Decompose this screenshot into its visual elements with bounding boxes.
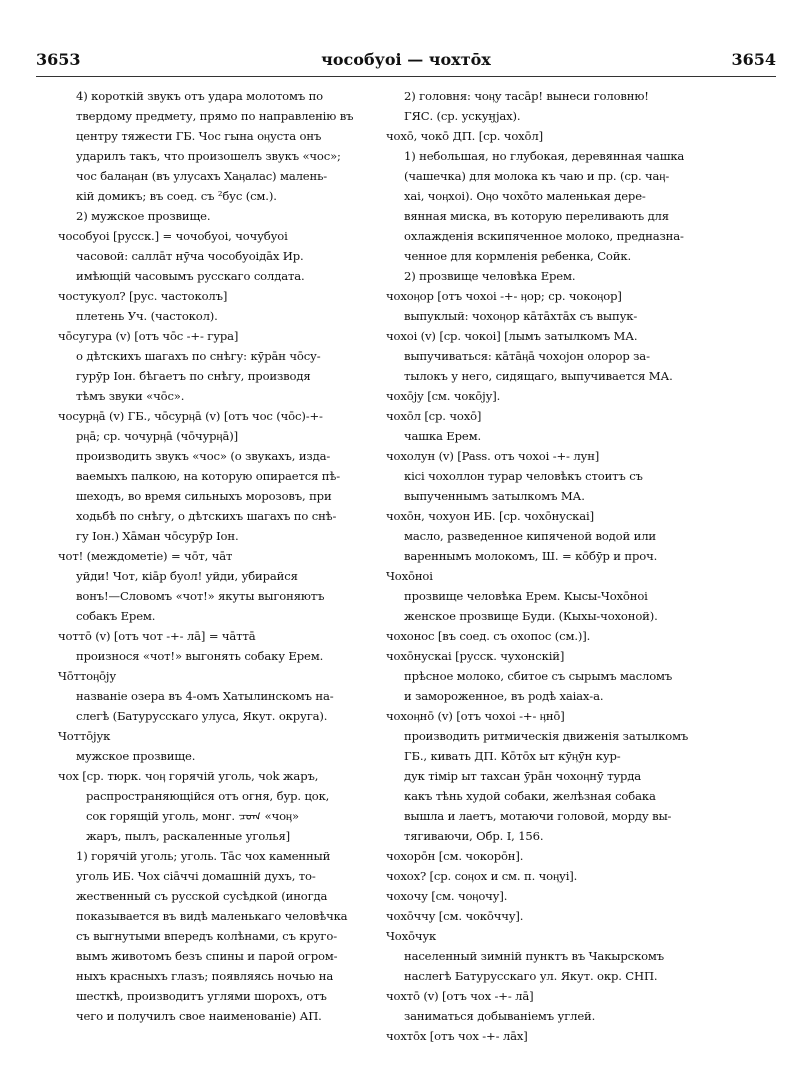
entry-text-line: шеходъ, во время сильныхъ морозовъ, при [76,489,332,503]
entry-text-line: 1) горячій уголь; уголь. Тāс чох каменный [76,849,331,863]
entry-text-line: наслегѣ Батурусскаго ул. Якут. окр. СНП. [404,969,658,983]
entry-text-line: вянная миска, въ которую переливають для [404,209,669,223]
page-number-left: 3653 [36,50,81,69]
entry-text-line: 1) небольшая, но глубокая, деревянная чашка [404,149,685,163]
entry-headword-line: чохōн, чохуон ИБ. [ср. чохōнускаі] [386,509,594,523]
entry-text-line: кісі чохоллон турар человѣкъ стоитъ съ [404,469,643,483]
entry-headword-line: чох [ср. тюрк. чоӊ горячій уголь, чоk жаръ, [58,769,319,783]
entry-headword-line: чохōл [ср. чохō] [386,409,482,423]
entry-headword-line: Чохōноі [386,569,433,583]
entry-text-line: шесткѣ, производитъ углями шорохъ, отъ [76,989,327,1003]
entry-text-line: выпуклый: чохоӊор кāтāхтāх съ выпук- [404,309,638,323]
entry-text-line: сок горящій уголь, монг. ᠴᠣᠭ «чоӊ» [86,809,299,823]
entry-headword-line: чохолун (v) [Pass. отъ чохоі -+- лун] [386,449,600,463]
entry-text-line: ваемыхъ палкою, на которую опирается пѣ- [76,469,340,483]
entry-text-line: ходьбѣ по снѣгу, о дѣтскихъ шагахъ по снѣ- [76,509,337,523]
entry-text-line: жаръ, пылъ, раскаленные уголья] [86,829,290,843]
entry-text-line: производить ритмическія движенія затылкомъ [404,729,689,743]
entry-text-line: 2) мужское прозвище. [76,209,211,223]
entry-text-line: (чашечка) для молока къ чаю и пр. (ср. чаӊ- [404,169,670,183]
entry-text-line: названіе озера въ 4-омъ Хатылинскомъ на- [76,689,334,703]
entry-text-line: рӊā; ср. чочурӊā (чōчурӊā)] [76,429,238,443]
left-column [58,86,361,1026]
entry-headword-line: чосурӊā (v) ГБ., чōсурӊā (v) [отъ чос (чōс)-+- [58,409,323,423]
entry-text-line: масло, разведенное кипяченой водой или [404,529,656,543]
entry-headword-line: чособуоі [русск.] = чочобуоі, чочубуоі [58,229,288,243]
entry-text-line: чос балаӊан (въ улусахъ Хаӊалас) малень- [76,169,328,183]
entry-text-line: ГБ., кивать ДП. Кōтōх ыт кӯӊӯн кур- [404,749,621,763]
entry-text-line: о дѣтскихъ шагахъ по снѣгу: кӯрāн чōсу- [76,349,321,363]
entry-headword-line: чохтōх [отъ чох -+- лāх] [386,1029,528,1043]
entry-text-line: вонъ!—Словомъ «чот!» якуты выгоняютъ [76,589,325,603]
entry-text-line: прѣсное молоко, сбитое съ сырымъ масломъ [404,669,673,683]
entry-text-line: центру тяжести ГБ. Чос гына оӊуста онъ [76,129,322,143]
entry-text-line: уголь ИБ. Чох сіāччі домашній духъ, то- [76,869,316,883]
entry-text-line: выпучиваться: кāтāӊā чохојон олорор за- [404,349,650,363]
entry-text-line: вышла и лаетъ, мотаючи головой, морду вы- [404,809,672,823]
entry-text-line: дук тімір ыт тахсан ӯрāн чохоӊнӯ турда [404,769,642,783]
entry-headword-line: Чоттōјук [58,729,111,743]
header-rule [36,76,776,77]
entry-headword-line: чохоі (v) [ср. чокоі] [лымъ затылкомъ МА. [386,329,638,343]
entry-headword-line: чохōју [см. чокōју]. [386,389,501,403]
entry-text-line: чего и получилъ свое наименованіе) АП. [76,1009,322,1023]
entry-text-line: тылокъ у него, сидящаго, выпучивается МА. [404,369,673,383]
entry-text-line: 2) головня: чоӊу тасāр! вынеси головню! [404,89,649,103]
entry-headword-line: чостукуол? [рус. частоколъ] [58,289,228,303]
entry-text-line: выпученнымъ затылкомъ МА. [404,489,585,503]
entry-text-line: населенный зимній пунктъ въ Чакырскомъ [404,949,664,963]
entry-headword-line: чохох? [ср. соӊох и см. п. чоӊуі]. [386,869,578,883]
entry-headword-line: чохōнускаі [русск. чухонскій] [386,649,565,663]
entry-headword-line: чохōччу [см. чокōччу]. [386,909,524,923]
entry-headword-line: Чохōчук [386,929,437,943]
entry-text-line: тѣмъ звуки «чōс». [76,389,185,403]
entry-text-line: ГЯС. (ср. ускуӈјах). [404,109,521,123]
entry-text-line: плетень Уч. (частокол). [76,309,218,323]
entry-headword-line: чоттō (v) [отъ чот -+- лā] = чāттā [58,629,256,643]
entry-text-line: мужское прозвище. [76,749,196,763]
entry-text-line: распространяющійся отъ огня, бур. цок, [86,789,330,803]
entry-headword-line: чохорōн [см. чокорōн]. [386,849,524,863]
entry-text-line: вымъ животомъ безъ спины и парой огром- [76,949,338,963]
entry-text-line: заниматься добываніемъ углей. [404,1009,596,1023]
entry-text-line: ныхъ красныхъ глазъ; появляясь ночью на [76,969,334,983]
entry-text-line: съ выгнутыми впередъ колѣнами, съ круго- [76,929,337,943]
entry-text-line: жественный съ русской сусѣдкой (иногда [76,889,328,903]
entry-text-line: собакъ Ерем. [76,609,156,623]
entry-headword-line: чохоӊнō (v) [отъ чохоі -+- ӊнō] [386,709,565,723]
entry-headword-line: чохоӊор [отъ чохоі -+- ӊор; ср. чокоӊор] [386,289,622,303]
entry-text-line: кій домикъ; въ соед. съ ²бус (см.). [76,189,277,203]
entry-text-line: ченное для кормленія ребенка, Сойк. [404,249,631,263]
entry-text-line: гурӯр Іон. бѣгаетъ по снѣгу, производя [76,369,311,383]
right-column [386,86,689,1046]
entry-text-line: вареннымъ молокомъ, Ш. = кōбӯр и проч. [404,549,658,563]
entry-text-line: 4) короткій звукъ отъ удара молотомъ по [76,89,323,103]
entry-headword-line: чохō, чокō ДП. [ср. чохōл] [386,129,543,143]
entry-text-line: гу Іон.) Хāман чōсурӯр Іон. [76,529,239,543]
entry-text-line: 2) прозвище человѣка Ерем. [404,269,576,283]
entry-text-line: и замороженное, въ родѣ хаіах-а. [404,689,604,703]
entry-headword-line: чот! (междометіе) = чōт, чāт [58,549,233,563]
entry-text-line: твердому предмету, прямо по направленію въ [76,109,354,123]
entry-headword-line: чōсугура (v) [отъ чōс -+- гура] [58,329,239,343]
entry-text-line: чашка Ерем. [404,429,481,443]
entry-text-line: производить звукъ «чос» (о звукахъ, изда- [76,449,331,463]
entry-headword-line: чохочу [см. чоӊочу]. [386,889,508,903]
entry-text-line: охлажденія вскипяченное молоко, предназна- [404,229,684,243]
entry-text-line: уйди! Чот, кіāр буол! уйди, убирайся [76,569,298,583]
entry-headword-line: Чōттоӊōју [58,669,117,683]
entry-text-line: часовой: саллāт нӯча чособуоідāх Ир. [76,249,304,263]
entry-text-line: слегѣ (Батурусскаго улуса, Якут. округа). [76,709,328,723]
entry-text-line: какъ тѣнь худой собаки, желѣзная собака [404,789,656,803]
entry-text-line: показывается въ видѣ маленькаго человѣчка [76,909,348,923]
entry-headword-line: чохтō (v) [отъ чох -+- лā] [386,989,534,1003]
entry-text-line: ударилъ такъ, что произошелъ звукъ «чос»; [76,149,341,163]
entry-text-line: прозвище человѣка Ерем. Кысы-Чохōноі [404,589,648,603]
page-header [36,50,776,72]
entry-headword-line: чохонос [въ соед. съ охопос (см.)]. [386,629,591,643]
entry-text-line: женское прозвище Буди. (Кыхы-чохоной). [404,609,658,623]
entry-text-line: тягиваючи, Обр. I, 156. [404,829,544,843]
page-number-right: 3654 [731,50,776,69]
running-title: чособуоі — чохтōх [321,50,491,69]
entry-text-line: хаі, чоӊхоі). Оӊо чохōто маленькая дере- [404,189,646,203]
entry-text-line: имѣющій часовымъ русскаго солдата. [76,269,305,283]
entry-text-line: произнося «чот!» выгонять собаку Ерем. [76,649,324,663]
